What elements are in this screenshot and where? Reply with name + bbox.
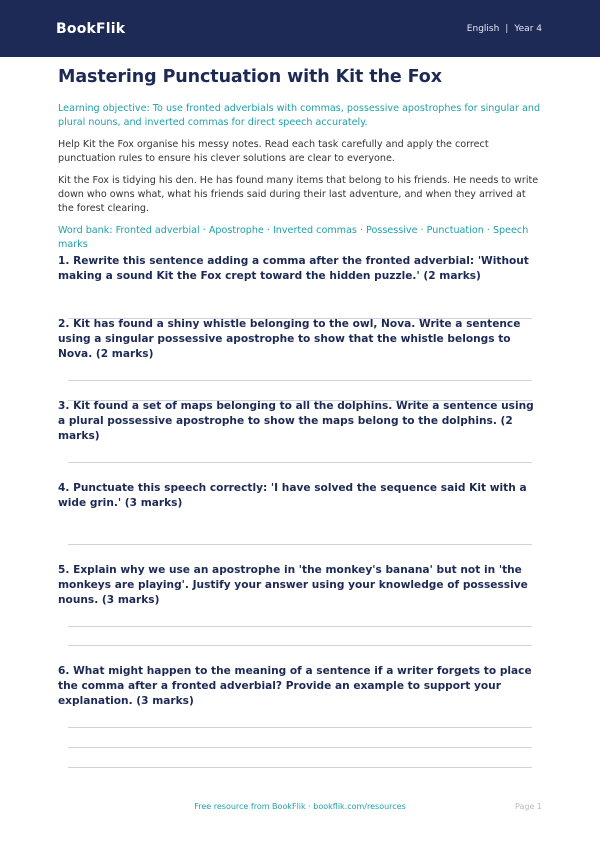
answer-line[interactable] — [68, 767, 532, 768]
answer-line[interactable] — [68, 645, 532, 646]
page-title: Mastering Punctuation with Kit the Fox — [58, 67, 442, 87]
worksheet-intro — [58, 67, 542, 252]
answer-line[interactable] — [68, 626, 532, 627]
question-4: 4. Punctuate this speech correctly: 'I have solved the sequence said Kit with a wide grin.' (3 marks) — [58, 482, 527, 509]
answer-line[interactable] — [68, 544, 532, 545]
question-1: 1. Rewrite this sentence adding a comma after the fronted adverbial: 'Without making a sound Kit the Fox crept toward the hidden puzzle.' (2 marks) — [58, 255, 529, 282]
scenario-paragraph: Kit the Fox is tidying his den. He has found many items that belong to his friends. He needs to write down who owns what, what his friends said during their last adventure, and when they arrived at the forest clearing. — [58, 175, 539, 214]
page-header — [0, 0, 600, 57]
question-6: 6. What might happen to the meaning of a sentence if a writer forgets to place the comma after a fronted adverbial? Provide an example to support your explanation. (3 marks) — [58, 665, 532, 707]
intro-paragraph: Help Kit the Fox organise his messy notes. Read each task carefully and apply the correct punctuation rules to ensure his clever solutions are clear to everyone. — [58, 139, 489, 164]
answer-line[interactable] — [68, 380, 532, 381]
page-footer — [0, 802, 600, 816]
answer-line[interactable] — [68, 727, 532, 728]
answer-line[interactable] — [68, 747, 532, 748]
question-3: 3. Kit found a set of maps belonging to all the dolphins. Write a sentence using a plural possessive apostrophe to show the maps belong to the dolphins. (2 marks) — [58, 400, 534, 442]
footer-credit[interactable]: Free resource from BookFlik · bookflik.com/resources — [194, 802, 406, 811]
answer-line[interactable] — [68, 400, 532, 401]
year-label: Year 4 — [514, 23, 542, 34]
word-bank: Word bank: Fronted adverbial · Apostrophe · Inverted commas · Possessive · Punctuation · Speech marks — [58, 225, 529, 250]
answer-line[interactable] — [68, 462, 532, 463]
subject-label: English — [466, 23, 500, 34]
question-2: 2. Kit has found a shiny whistle belonging to the owl, Nova. Write a sentence using a singular possessive apostrophe to show that the whistle belongs to Nova. (2 marks) — [58, 318, 521, 360]
meta-separator: | — [505, 23, 509, 34]
question-5: 5. Explain why we use an apostrophe in 'the monkey's banana' but not in 'the monkeys are playing'. Justify your answer using your knowledge of possessive nouns. (3 marks) — [58, 564, 528, 606]
page-number: Page 1 — [515, 802, 542, 811]
subject-year — [467, 24, 542, 34]
brand-logo: BookFlik — [56, 20, 126, 37]
learning-objective: Learning objective: To use fronted adverbials with commas, possessive apostrophes for singular and plural nouns, and inverted commas for direct speech accurately. — [58, 103, 541, 128]
